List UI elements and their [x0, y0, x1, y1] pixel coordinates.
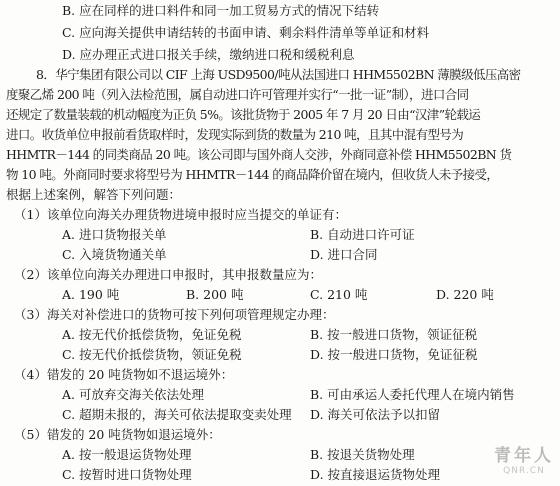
question-8-line-3: 还规定了数量装载的机动幅度为正负 5%。该批货物于 2005 年 7 月 20 日由“汉津”轮载运: [6, 107, 481, 122]
question-8-line-5: HHMTR－144 的同类商品 20 吨。该公司即与国外商人交涉，外商同意补偿 HHM5502BN 货: [6, 147, 512, 162]
sub-question-5-option-b: B. 按退关货物处理: [310, 447, 415, 462]
sub-question-3-option-b: B. 按一般进口货物，领证征税: [310, 327, 478, 342]
sub-question-2-option-a: A. 190 吨: [62, 287, 120, 302]
sub-question-2-option-c: C. 210 吨: [310, 287, 368, 302]
sub-question-5-option-c: C. 按暂时进口货物处理: [62, 467, 192, 482]
sub-question-4-option-d: D. 海关可依法予以扣留: [310, 407, 441, 422]
question-8-line-4: 进口。收货单位申报前看货取样时，发现实际到货的数量为 210 吨，且其中混有型号为: [6, 127, 464, 142]
sub-question-2-stem: （2）该单位向海关办理进口申报时，其申报数量应为：: [14, 267, 322, 282]
sub-question-1-option-a: A. 进口货物报关单: [62, 227, 167, 242]
watermark-url: QNR.CN: [503, 466, 545, 476]
question-8-line-7: 根据上述案例，解答下列问题：: [6, 187, 182, 202]
sub-question-1-stem: （1）该单位向海关办理货物进境申报时应当提交的单证有：: [14, 207, 347, 222]
sub-question-5-option-d: D. 按直接退运货物处理: [310, 467, 441, 482]
sub-question-3-option-c: C. 按无代价抵偿货物，领证免税: [62, 347, 242, 362]
prev-option-d: D. 应办理正式进口报关手续，缴纳进口税和缓税利息: [62, 47, 355, 62]
question-8-line-2: 度聚乙烯 200 吨（列入法检范围，属自动进口许可管理并实行“一批一证”制），进口合同: [6, 87, 469, 102]
question-8-line-6: 物 10 吨。外商同时要求将型号为 HHMTR－144 的商品降价留在境内，但收货人未予接受，: [6, 167, 499, 182]
sub-question-1-option-b: B. 自动进口许可证: [310, 227, 415, 242]
question-8-line-1: 8．华宁集团有限公司以 CIF 上海 USD9500/吨从法国进口 HHM5502BN 薄膜级低压高密: [36, 67, 521, 82]
sub-question-1-option-d: D. 进口合同: [310, 247, 378, 262]
sub-question-5-stem: （5）错发的 20 吨货物如退运境外：: [14, 427, 221, 442]
prev-option-b: B. 应在同样的进口料件和同一加工贸易方式的情况下结转: [62, 3, 380, 18]
sub-question-3-option-d: D. 按一般进口货物，免证征税: [310, 347, 478, 362]
sub-question-4-option-c: C. 超期未报的，海关可依法提取变卖处理: [62, 407, 292, 422]
sub-question-5-option-a: A. 按一般退运货物处理: [62, 447, 192, 462]
sub-question-4-option-b: B. 可由承运人委托代理人在境内销售: [310, 387, 515, 402]
prev-option-c: C. 应向海关提供申请结转的书面申请、剩余料件清单等单证和材料: [62, 25, 430, 40]
watermark-text: 青年人: [494, 446, 554, 466]
sub-question-4-option-a: A. 可放弃交海关依法处理: [62, 387, 204, 402]
watermark-logo: [494, 441, 554, 476]
sub-question-2-option-b: B. 200 吨: [186, 287, 244, 302]
sub-question-2-option-d: D. 220 吨: [436, 287, 494, 302]
sub-question-3-stem: （3）海关对补偿进口的货物可按下列何项管理规定办理：: [14, 307, 335, 322]
sub-question-1-option-c: C. 入境货物通关单: [62, 247, 167, 262]
sub-question-4-stem: （4）错发的 20 吨货物如不退运境外：: [14, 367, 234, 382]
sub-question-3-option-a: A. 按无代价抵偿货物，免证免税: [62, 327, 242, 342]
